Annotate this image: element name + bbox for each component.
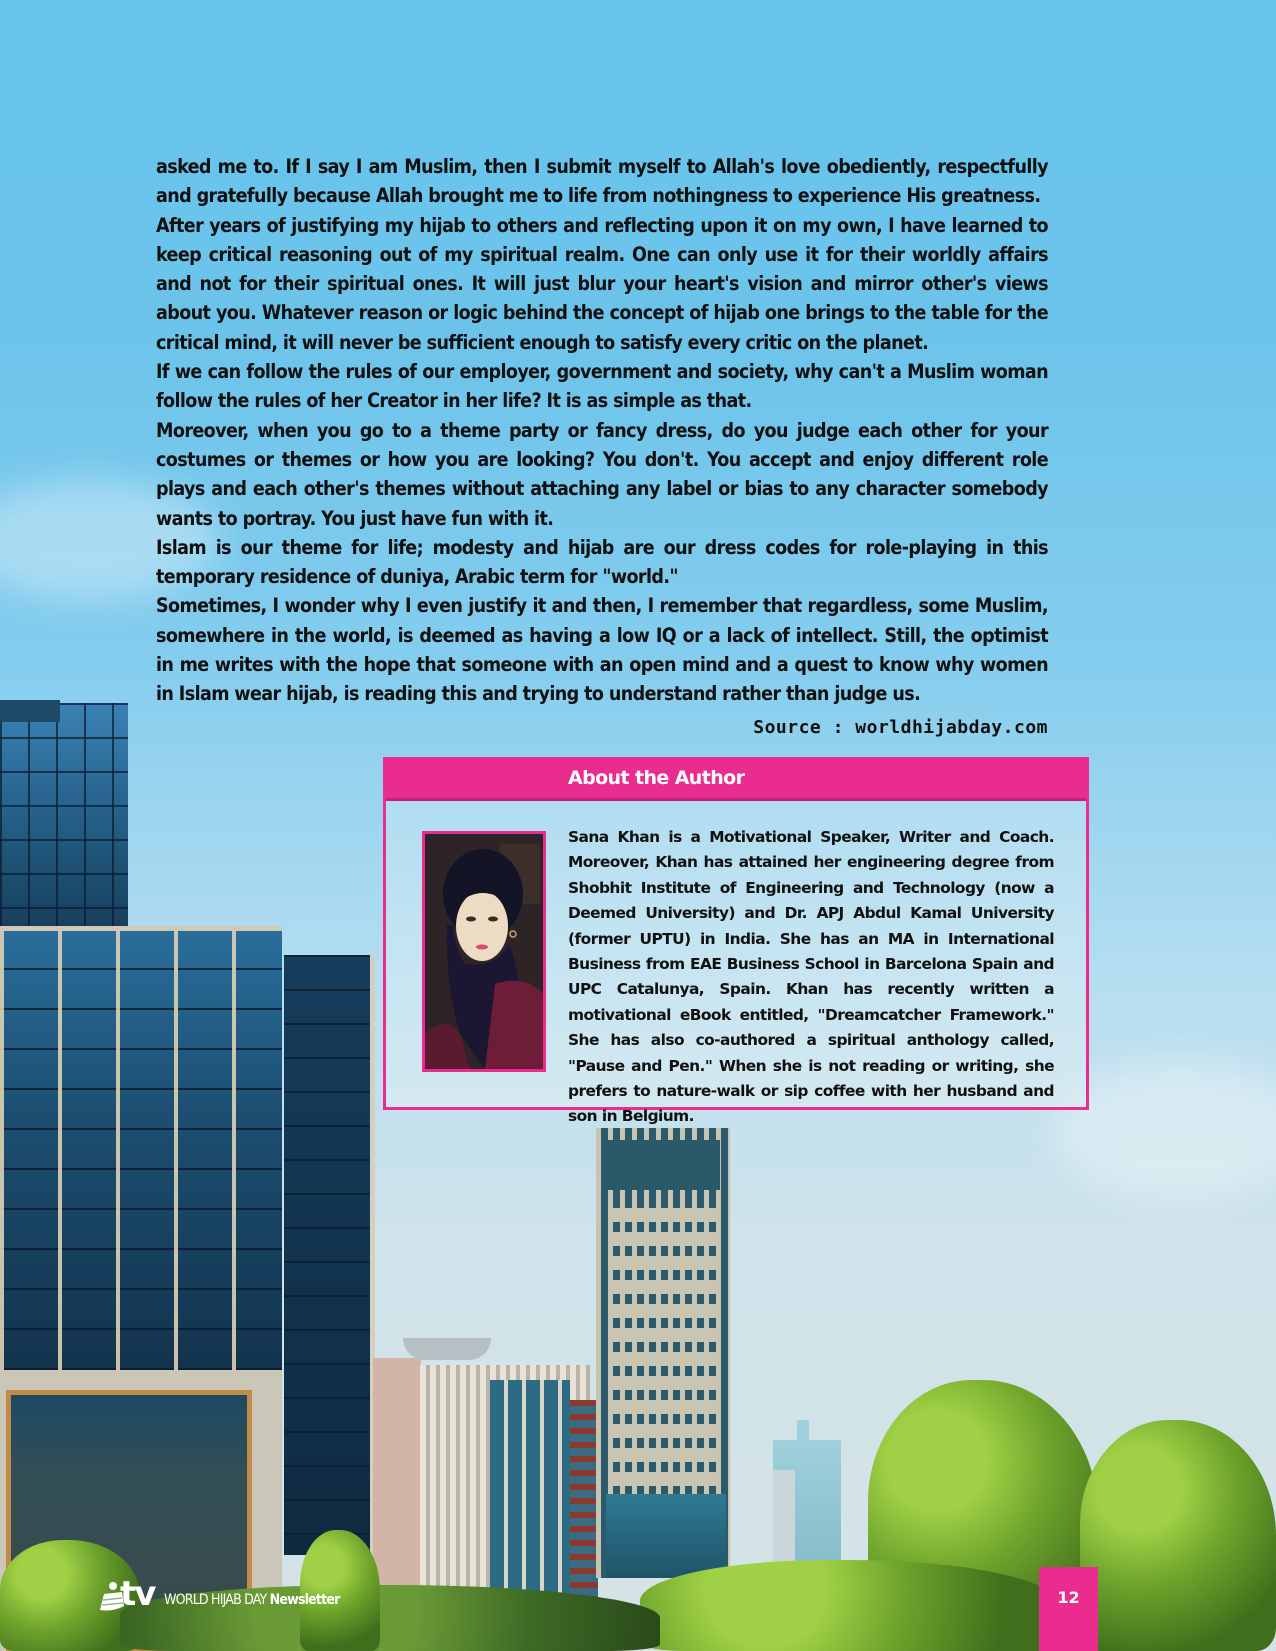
page-number-tab [1039, 1567, 1098, 1651]
building-dark-glass [284, 955, 375, 1555]
tree-canopy [640, 1560, 1060, 1651]
building-glass-tower [0, 703, 128, 933]
about-author-title: About the Author [568, 767, 745, 789]
about-author-box [383, 757, 1089, 1126]
building-blue-windows [490, 1380, 570, 1610]
logo-title-suffix: Newsletter [269, 1592, 340, 1608]
logo-title-main: WORLD HIJAB DAY [164, 1592, 267, 1608]
page-number: 12 [1057, 1588, 1080, 1607]
article-paragraph: Sometimes, I wonder why I even justify it and then, I remember that regardless, some Muslim, somewhere in the world, is deemed as having a low IQ or a lack of intellect. Still, the optimist in me writes with the hope that someone with an open mind and a quest to know why women in Islam wear hijab, is reading this and trying to understand rather than judge us. [156, 594, 1048, 706]
article-paragraph: asked me to. If I say I am Muslim, then I submit myself to Allah's love obediently, respectfully and gratefully because Allah brought me to life from nothingness to experience His greatness. [156, 155, 1048, 208]
article-body [156, 152, 1048, 709]
author-photo [422, 831, 546, 1072]
tree-canopy [1080, 1420, 1276, 1651]
building-saucer-top [403, 1338, 491, 1360]
article-paragraph: If we can follow the rules of our employer, government and society, why can't a Muslim woman follow the rules of her Creator in her life? It is as simple as that. [156, 360, 1048, 413]
tree-canopy [300, 1530, 380, 1651]
building-distant [797, 1420, 809, 1444]
article-paragraph: After years of justifying my hijab to others and reflecting upon it on my own, I have learned to keep critical reasoning out of my spiritual realm. One can only use it for their worldly affairs and not for their spiritual ones. It will just blur your heart's vision and mirror other's views about you. Whatever reason or logic behind the concept of hijab one brings to the table for the critical mind, it will never be sufficient enough to satisfy every critic on the planet. [156, 213, 1048, 354]
building-office-tower [596, 1128, 730, 1578]
logo-title [164, 1592, 340, 1608]
author-bio: Sana Khan is a Motivational Speaker, Writer and Coach. Moreover, Khan has attained her engineering degree from Shobhit Institute of Engineering and Technology (now a Deemed University) and Dr. APJ Abdul Kamal University (former UPTU) in India. She has an MA in International Business from EAE Business School in Barcelona Spain and UPC Catalunya, Spain. Khan has recently written a motivational eBook entitled, "Dreamcatcher Framework." She has also co-authored a spiritual anthology called, "Pause and Pen." When she is not reading or writing, she prefers to nature-walk or sip coffee with her husband and son in Belgium. [568, 828, 1054, 1126]
logo-tv-text: tv [120, 1574, 155, 1614]
article-paragraph: Moreover, when you go to a theme party or fancy dress, do you judge each other for your costumes or themes or how you are looking? You don't. You accept and enjoy different role plays and each other's themes without attaching any label or bias to any character somebody wants to portray. You just have fun with it. [156, 418, 1048, 530]
about-author-header [386, 760, 1086, 801]
building-construction [570, 1400, 598, 1610]
building-pink [373, 1358, 421, 1598]
source-credit: Source : worldhijabday.com [753, 717, 1048, 738]
building-frame [0, 926, 282, 931]
building-rooftop [0, 700, 60, 722]
article-paragraph: Islam is our theme for life; modesty and hijab are our dress codes for role-playing in this temporary residence of duniya, Arabic term for "world." [156, 535, 1048, 589]
building-glass-block [0, 928, 282, 1378]
author-portrait-icon [425, 834, 543, 1069]
